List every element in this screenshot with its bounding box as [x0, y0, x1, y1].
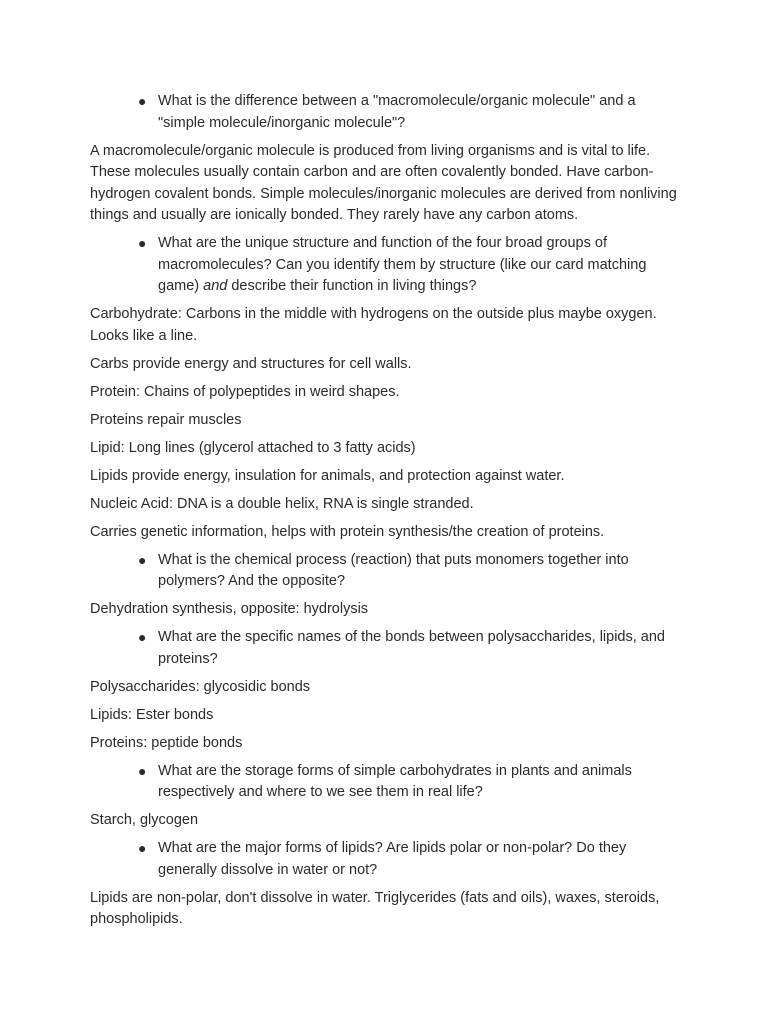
question-text	[158, 233, 680, 298]
document-page	[90, 91, 680, 937]
answer-polysaccharides: Polysaccharides: glycosidic bonds	[90, 678, 311, 695]
bullet-icon: ●	[138, 762, 147, 779]
answer-protein-function: Proteins repair muscles	[90, 411, 242, 428]
bullet-icon: ●	[138, 235, 147, 251]
question-text: What is the difference between a "macromolecule/organic molecule" and a "simple molecule/inorganic molecule"?	[158, 93, 636, 131]
answer-nucleic-acid-structure: Nucleic Acid: DNA is a double helix, RNA is single stranded.	[90, 495, 474, 512]
answer-1: A macromolecule/organic molecule is produced from living organisms and is vital to life. These molecules usually contain carbon and are often covalently bonded. Have carbon-hydrogen covalent bonds. Simple molecules/inorganic molecules are derived from nonliving things and usually are ionically bonded. They rarely have any carbon atoms.	[90, 142, 677, 223]
answer-5: Starch, glycogen	[90, 812, 199, 828]
answer-lipids: Lipids: Ester bonds	[90, 706, 214, 723]
bullet-icon: ●	[138, 551, 147, 568]
question-text: What is the chemical process (reaction) that puts monomers together into polymers? And the opposite?	[158, 551, 629, 589]
question-5	[90, 761, 680, 804]
question-1	[90, 91, 680, 134]
bullet-icon: ●	[138, 93, 147, 109]
answer-carbohydrate-structure: Carbohydrate: Carbons in the middle with hydrogens on the outside plus maybe oxygen. Looks like a line.	[90, 306, 657, 344]
answer-lipid-function: Lipids provide energy, insulation for animals, and protection against water.	[90, 467, 565, 484]
question-text: What are the specific names of the bonds between polysaccharides, lipids, and proteins?	[158, 629, 665, 667]
answer-6: Lipids are non-polar, don't dissolve in water. Triglycerides (fats and oils), waxes, steroids, phospholipids.	[90, 889, 660, 927]
question-4	[90, 627, 680, 670]
question-2	[90, 233, 680, 298]
question-6	[90, 838, 680, 881]
answer-carbohydrate-function: Carbs provide energy and structures for cell walls.	[90, 355, 412, 372]
question-text: What are the storage forms of simple carbohydrates in plants and animals respectively and where to we see them in real life?	[158, 762, 632, 800]
question-text-part: describe their function in living things?	[227, 278, 477, 294]
answer-protein-structure: Protein: Chains of polypeptides in weird shapes.	[90, 383, 400, 400]
bullet-icon: ●	[138, 629, 147, 645]
question-text: What are the major forms of lipids? Are lipids polar or non-polar? Do they generally dissolve in water or not?	[158, 840, 627, 878]
answer-nucleic-acid-function: Carries genetic information, helps with protein synthesis/the creation of proteins.	[90, 523, 605, 540]
italic-emphasis: and	[203, 278, 228, 294]
answer-proteins: Proteins: peptide bonds	[90, 734, 243, 751]
question-text-part: What are the unique structure and function of the four broad groups of macromolecules? Can you identify them by structure (like our card matching game)	[158, 235, 647, 294]
answer-lipid-structure: Lipid: Long lines (glycerol attached to 3 fatty acids)	[90, 439, 416, 456]
bullet-icon: ●	[138, 840, 147, 856]
answer-3: Dehydration synthesis, opposite: hydrolysis	[90, 601, 369, 617]
question-3	[90, 550, 680, 593]
